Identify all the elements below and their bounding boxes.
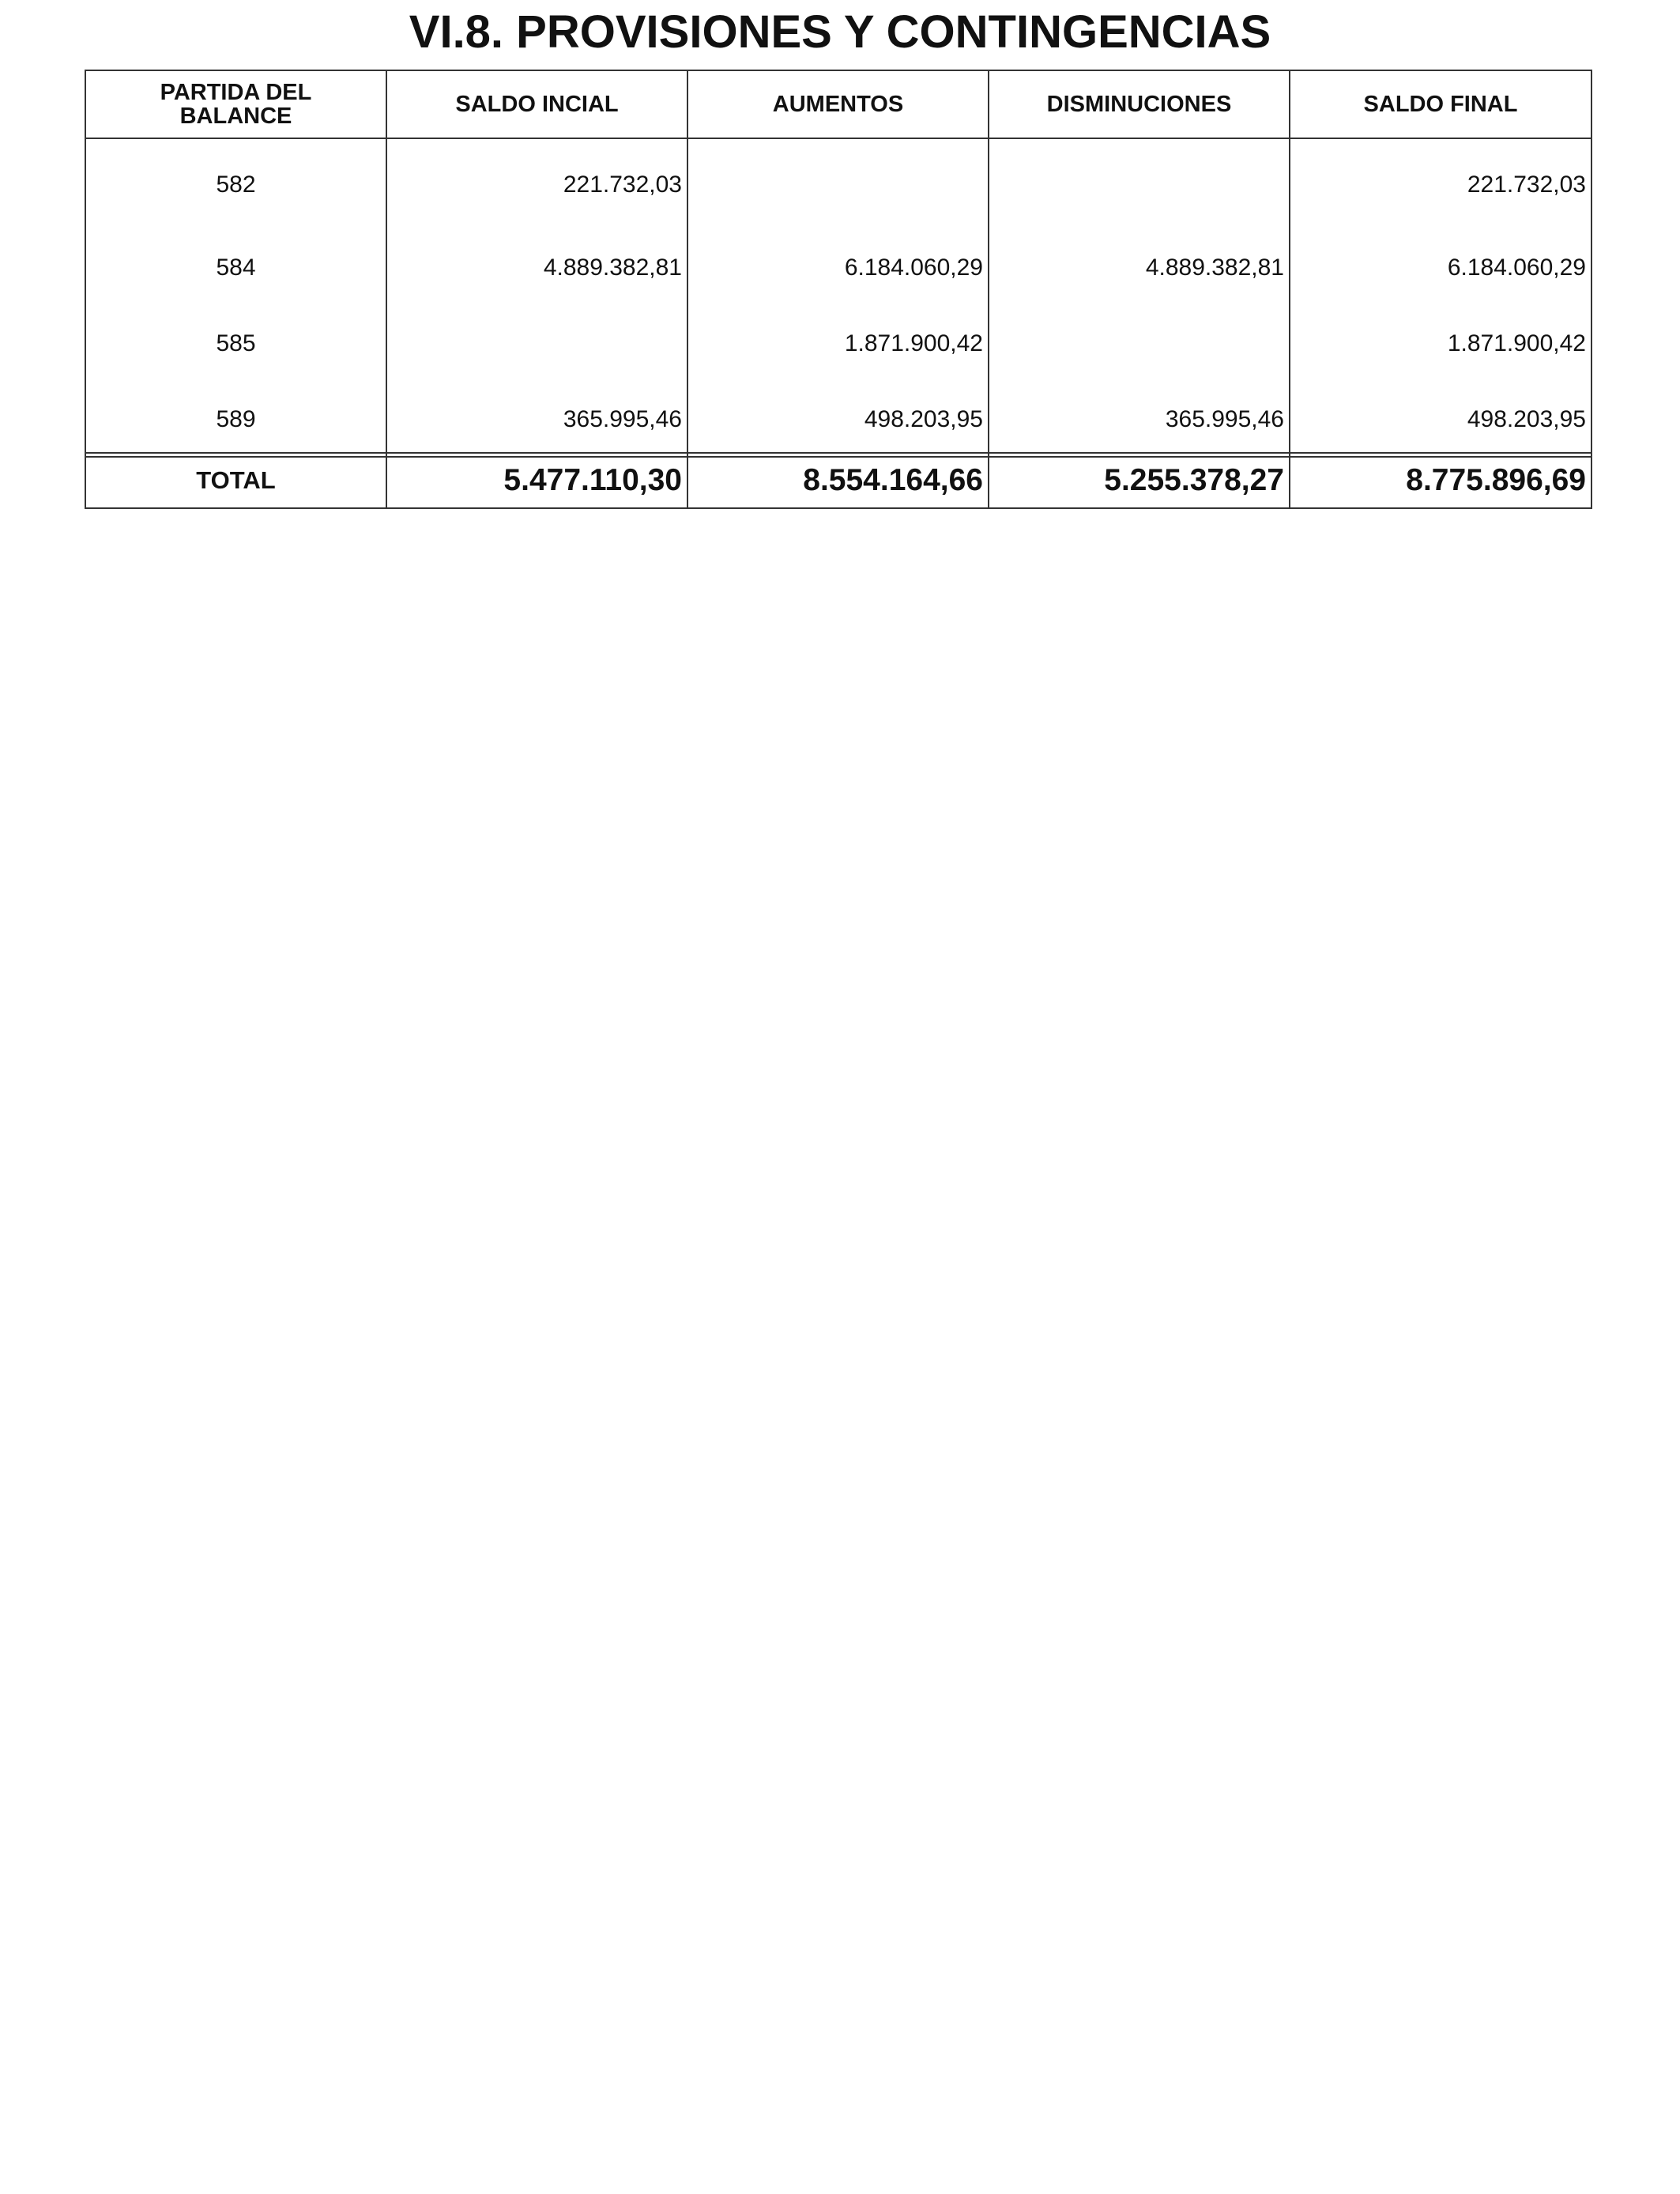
cell-aumentos: 6.184.060,29 [687,222,989,298]
cell-disminuciones [989,298,1290,374]
cell-aumentos: 498.203,95 [687,374,989,457]
cell-saldo-inicial [386,298,687,374]
cell-disminuciones: 365.995,46 [989,374,1290,457]
cell-partida: 589 [85,374,386,457]
cell-aumentos [687,138,989,222]
header-disminuciones: DISMINUCIONES [989,70,1290,138]
cell-aumentos: 1.871.900,42 [687,298,989,374]
cell-disminuciones: 4.889.382,81 [989,222,1290,298]
cell-saldo-inicial: 4.889.382,81 [386,222,687,298]
cell-saldo-final: 6.184.060,29 [1290,222,1591,298]
cell-saldo-inicial: 365.995,46 [386,374,687,457]
cell-saldo-final: 221.732,03 [1290,138,1591,222]
table-row [85,222,1591,298]
table-row [85,138,1591,222]
total-saldo-final: 8.775.896,69 [1290,453,1591,508]
header-aumentos: AUMENTOS [687,70,989,138]
total-saldo-inicial: 5.477.110,30 [386,453,687,508]
provisions-table [85,70,1592,458]
cell-saldo-final: 1.871.900,42 [1290,298,1591,374]
header-partida: PARTIDA DEL BALANCE [85,70,386,138]
total-row [85,453,1591,508]
total-aumentos: 8.554.164,66 [687,453,989,508]
header-saldo-inicial: SALDO INCIAL [386,70,687,138]
total-table [85,452,1592,509]
total-disminuciones: 5.255.378,27 [989,453,1290,508]
cell-partida: 585 [85,298,386,374]
total-label: TOTAL [85,453,386,508]
table-header-row [85,70,1591,138]
table-row [85,298,1591,374]
cell-saldo-inicial: 221.732,03 [386,138,687,222]
page-title: VI.8. PROVISIONES Y CONTINGENCIAS [409,6,1271,58]
header-saldo-final: SALDO FINAL [1290,70,1591,138]
cell-saldo-final: 498.203,95 [1290,374,1591,457]
cell-disminuciones [989,138,1290,222]
table-row [85,374,1591,457]
cell-partida: 584 [85,222,386,298]
cell-partida: 582 [85,138,386,222]
